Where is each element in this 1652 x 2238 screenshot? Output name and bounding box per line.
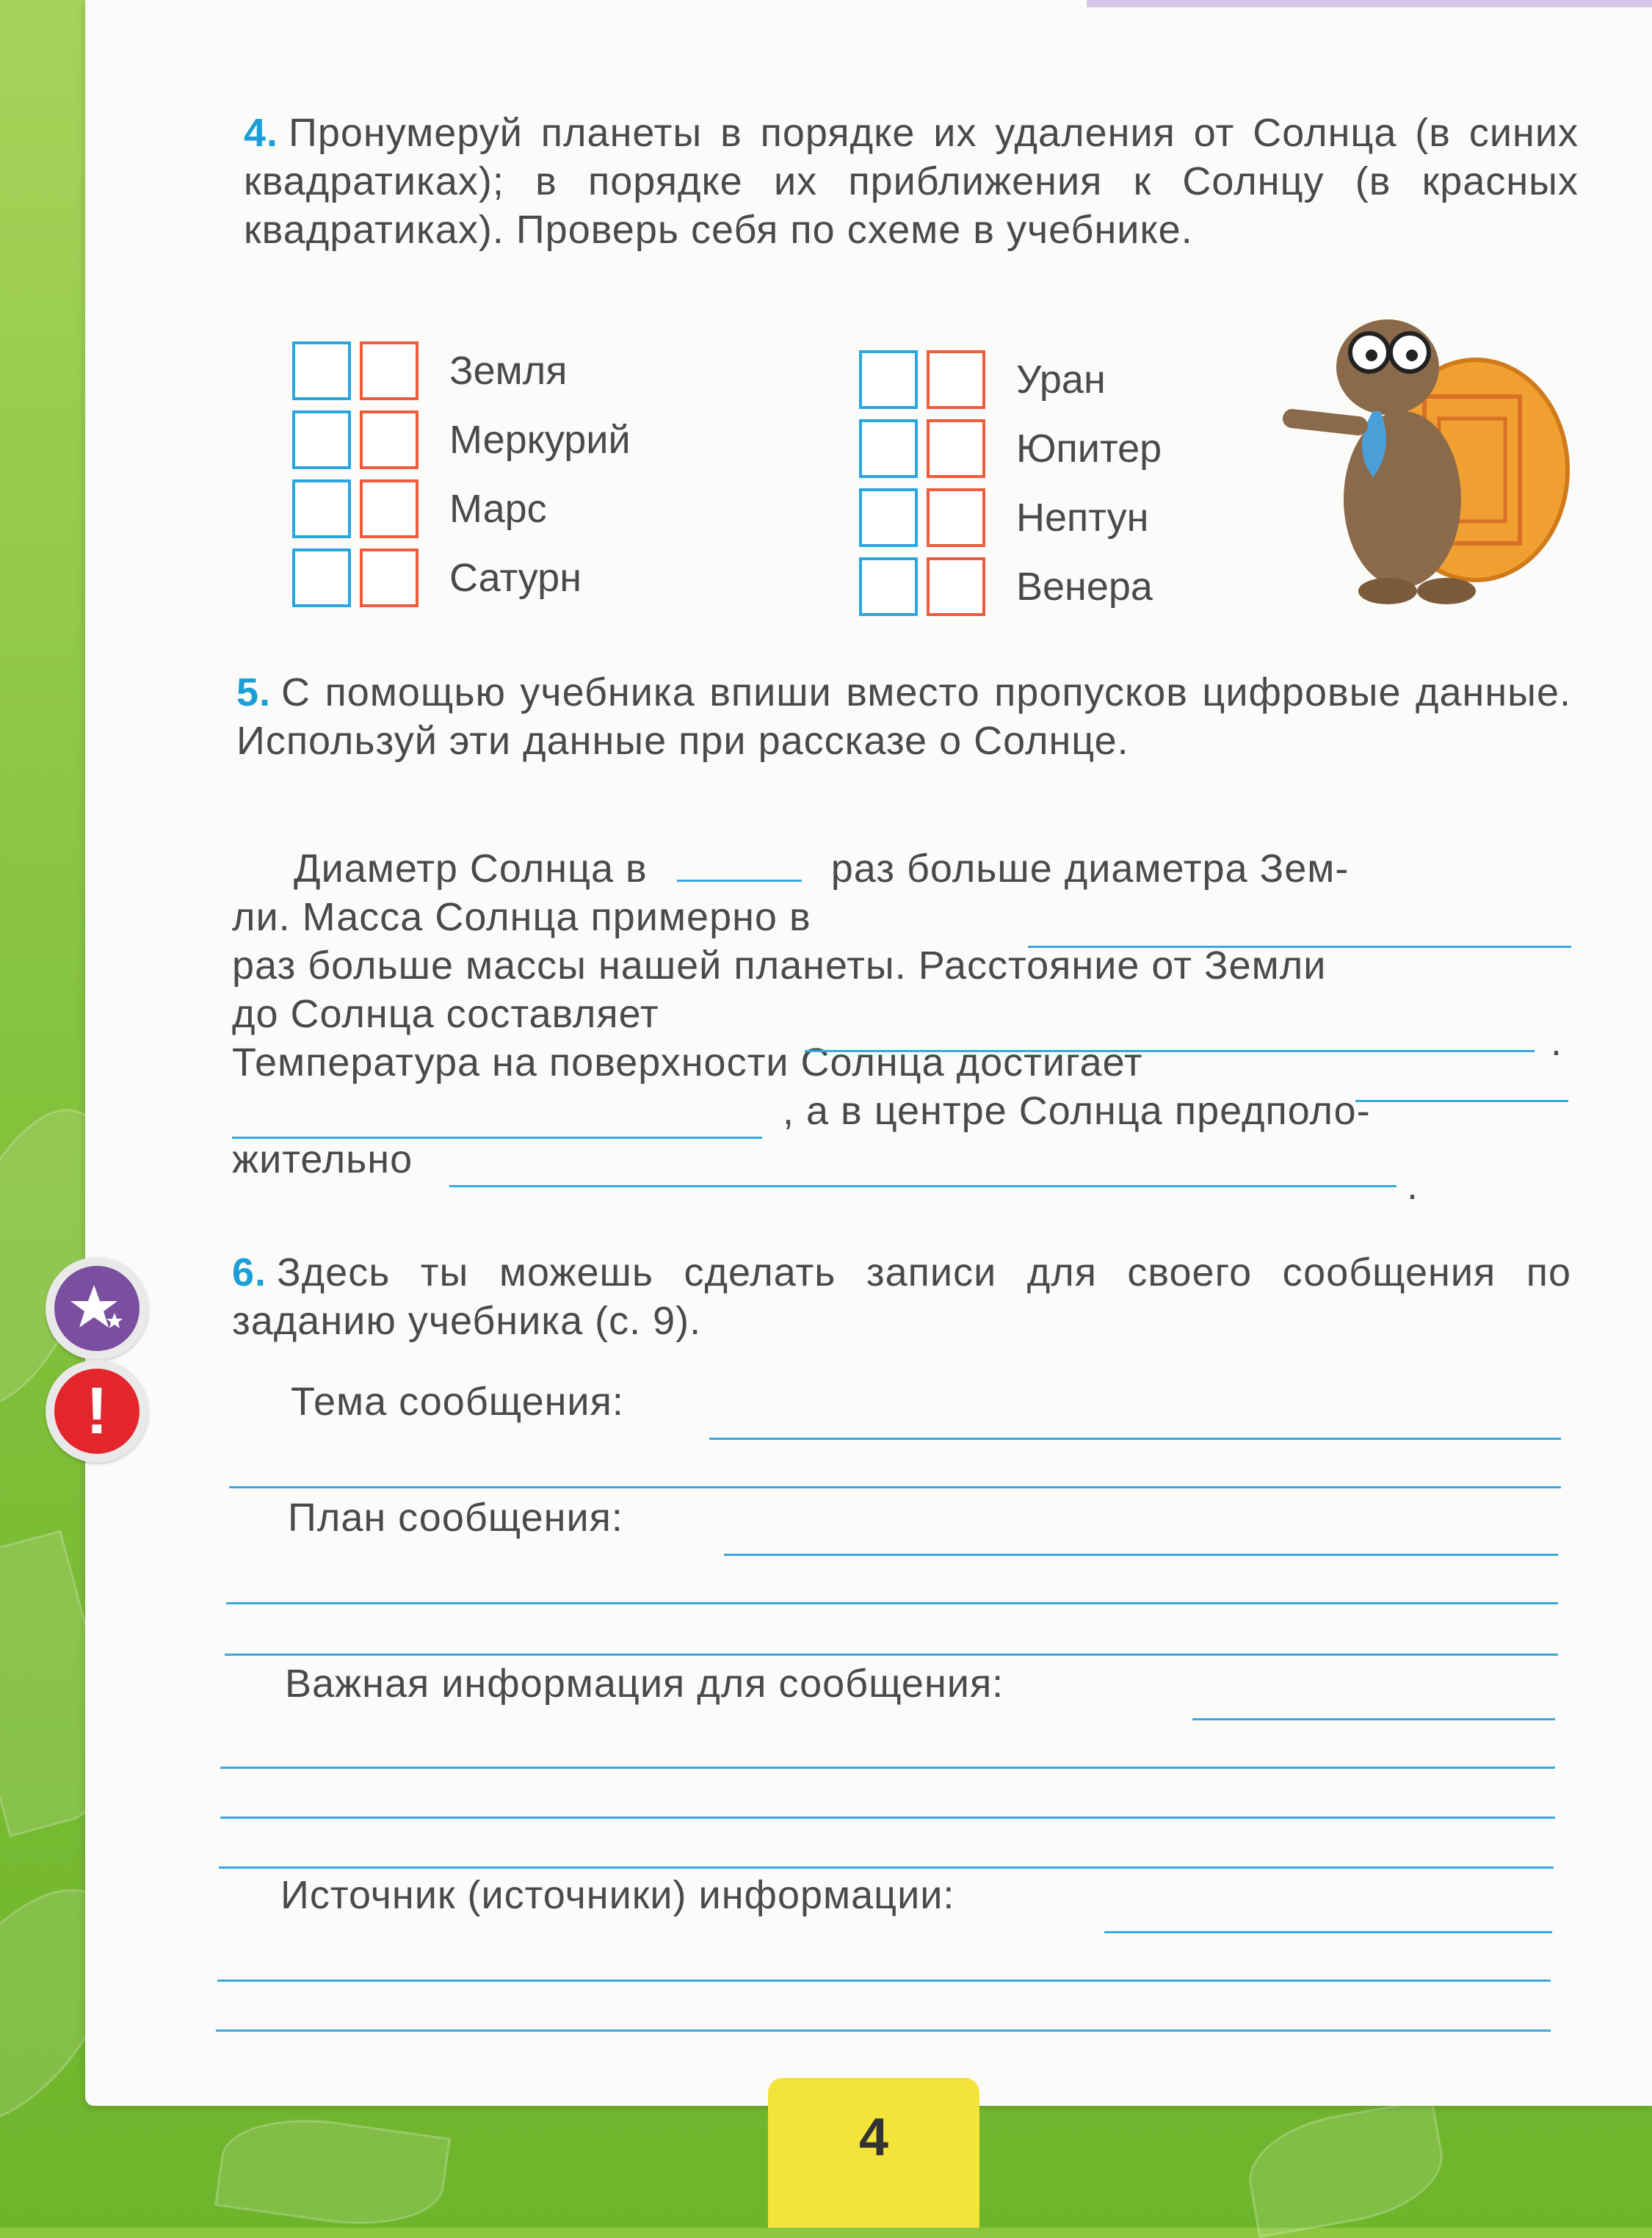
- plan-line[interactable]: [724, 1554, 1558, 1556]
- blue-order-box[interactable]: [859, 350, 918, 409]
- sun-fact-text: ли. Масса Солнца примерно в: [232, 895, 811, 939]
- planet-row: [859, 350, 1106, 410]
- planet-name: Юпитер: [1016, 427, 1162, 471]
- core-temperature-blank[interactable]: [449, 1185, 1396, 1187]
- topic-line-2[interactable]: [229, 1486, 1561, 1488]
- turtle-illustration: [1278, 301, 1571, 609]
- star-icon: [68, 1279, 126, 1338]
- source-line[interactable]: [1104, 1931, 1552, 1933]
- info-line-3[interactable]: [220, 1817, 1555, 1819]
- blue-order-box[interactable]: [292, 341, 351, 400]
- sun-fact-text: раз больше диаметра Зем-: [830, 847, 1350, 891]
- source-line-3[interactable]: [216, 2029, 1551, 2032]
- task-instruction: Пронумеруй планеты в порядке их удаления от Солнца (в синих квадратиках); в порядке их приближения к Солнцу (в красных квадратиках). Проверь себя по схеме в учебнике.: [244, 111, 1579, 252]
- topic-line[interactable]: [709, 1438, 1561, 1440]
- task-number: 6.: [232, 1250, 267, 1294]
- red-order-box[interactable]: [360, 479, 419, 538]
- info-line[interactable]: [1192, 1718, 1555, 1720]
- planet-row: [859, 557, 1153, 617]
- planet-row: [292, 548, 582, 608]
- red-order-box[interactable]: [927, 419, 985, 478]
- alert-badge: [46, 1360, 148, 1463]
- plan-line-3[interactable]: [225, 1654, 1558, 1656]
- planet-name: Венера: [1016, 565, 1153, 609]
- planet-row: [292, 479, 547, 539]
- planet-row: [292, 410, 631, 470]
- sun-fact-text: раз больше массы нашей планеты. Расстояние от Земли: [232, 944, 1327, 988]
- plan-line-2[interactable]: [226, 1602, 1558, 1604]
- red-order-box[interactable]: [927, 557, 985, 616]
- alert-badge-inner: [54, 1369, 140, 1454]
- exclamation-icon: !: [86, 1375, 108, 1448]
- source-line-2[interactable]: [217, 1980, 1551, 1982]
- info-line-4[interactable]: [219, 1866, 1554, 1869]
- task-number: 5.: [236, 670, 272, 714]
- planet-name: Марс: [449, 487, 547, 531]
- distance-blank[interactable]: [805, 1050, 1535, 1052]
- info-line-2[interactable]: [220, 1767, 1555, 1769]
- task-instruction: Здесь ты можешь сделать записи для своего сообщения по заданию учебника (с. 9).: [232, 1250, 1571, 1343]
- punctuation: .: [1551, 1020, 1563, 1064]
- sun-fact-text: Температура на поверхности Солнца достигает: [232, 1040, 1143, 1084]
- mass-blank[interactable]: [1028, 946, 1571, 948]
- task-5-text: [236, 668, 1571, 765]
- surface-temperature-blank-2[interactable]: [232, 1137, 762, 1139]
- diameter-blank[interactable]: [677, 850, 802, 882]
- blue-order-box[interactable]: [859, 419, 918, 478]
- planet-name: Сатурн: [449, 556, 582, 600]
- sun-fact-text: жительно: [232, 1137, 413, 1181]
- red-order-box[interactable]: [927, 488, 985, 547]
- planet-name: Уран: [1016, 358, 1106, 402]
- info-label: Важная информация для сообщения:: [285, 1662, 1004, 1706]
- sun-fact-text: , а в центре Солнца предполо-: [783, 1089, 1371, 1133]
- page-number: 4: [858, 2108, 889, 2167]
- blue-order-box[interactable]: [859, 488, 918, 547]
- blue-order-box[interactable]: [292, 479, 351, 538]
- task-number: 4.: [244, 111, 279, 155]
- sun-fact-text: Диаметр Солнца в: [294, 847, 648, 891]
- sun-fact-text: до Солнца составляет: [232, 992, 659, 1036]
- red-order-box[interactable]: [360, 341, 419, 400]
- red-order-box[interactable]: [360, 410, 419, 469]
- planet-name: Нептун: [1016, 496, 1149, 540]
- task-4-text: [244, 109, 1579, 254]
- source-label: Источник (источники) информации:: [280, 1873, 955, 1917]
- page-number-tab: [768, 2078, 979, 2228]
- top-strip: [1087, 0, 1652, 7]
- surface-temperature-blank[interactable]: [1355, 1100, 1568, 1102]
- plan-label: План сообщения:: [288, 1496, 623, 1540]
- task-6-text: [232, 1248, 1571, 1345]
- blue-order-box[interactable]: [859, 557, 918, 616]
- planet-row: [859, 419, 1162, 479]
- red-order-box[interactable]: [360, 548, 419, 607]
- planet-name: Меркурий: [449, 418, 631, 462]
- blue-order-box[interactable]: [292, 548, 351, 607]
- star-badge: [46, 1257, 148, 1360]
- task-instruction: С помощью учебника впиши вместо пропусков цифровые данные. Используй эти данные при рассказе о Солнце.: [236, 670, 1571, 763]
- planet-row: [859, 488, 1148, 548]
- punctuation: .: [1407, 1164, 1419, 1208]
- topic-label: Тема сообщения:: [291, 1380, 624, 1424]
- blue-order-box[interactable]: [292, 410, 351, 469]
- planet-name: Земля: [449, 349, 568, 393]
- star-badge-inner: [54, 1266, 140, 1351]
- red-order-box[interactable]: [927, 350, 985, 409]
- planet-row: [292, 341, 568, 401]
